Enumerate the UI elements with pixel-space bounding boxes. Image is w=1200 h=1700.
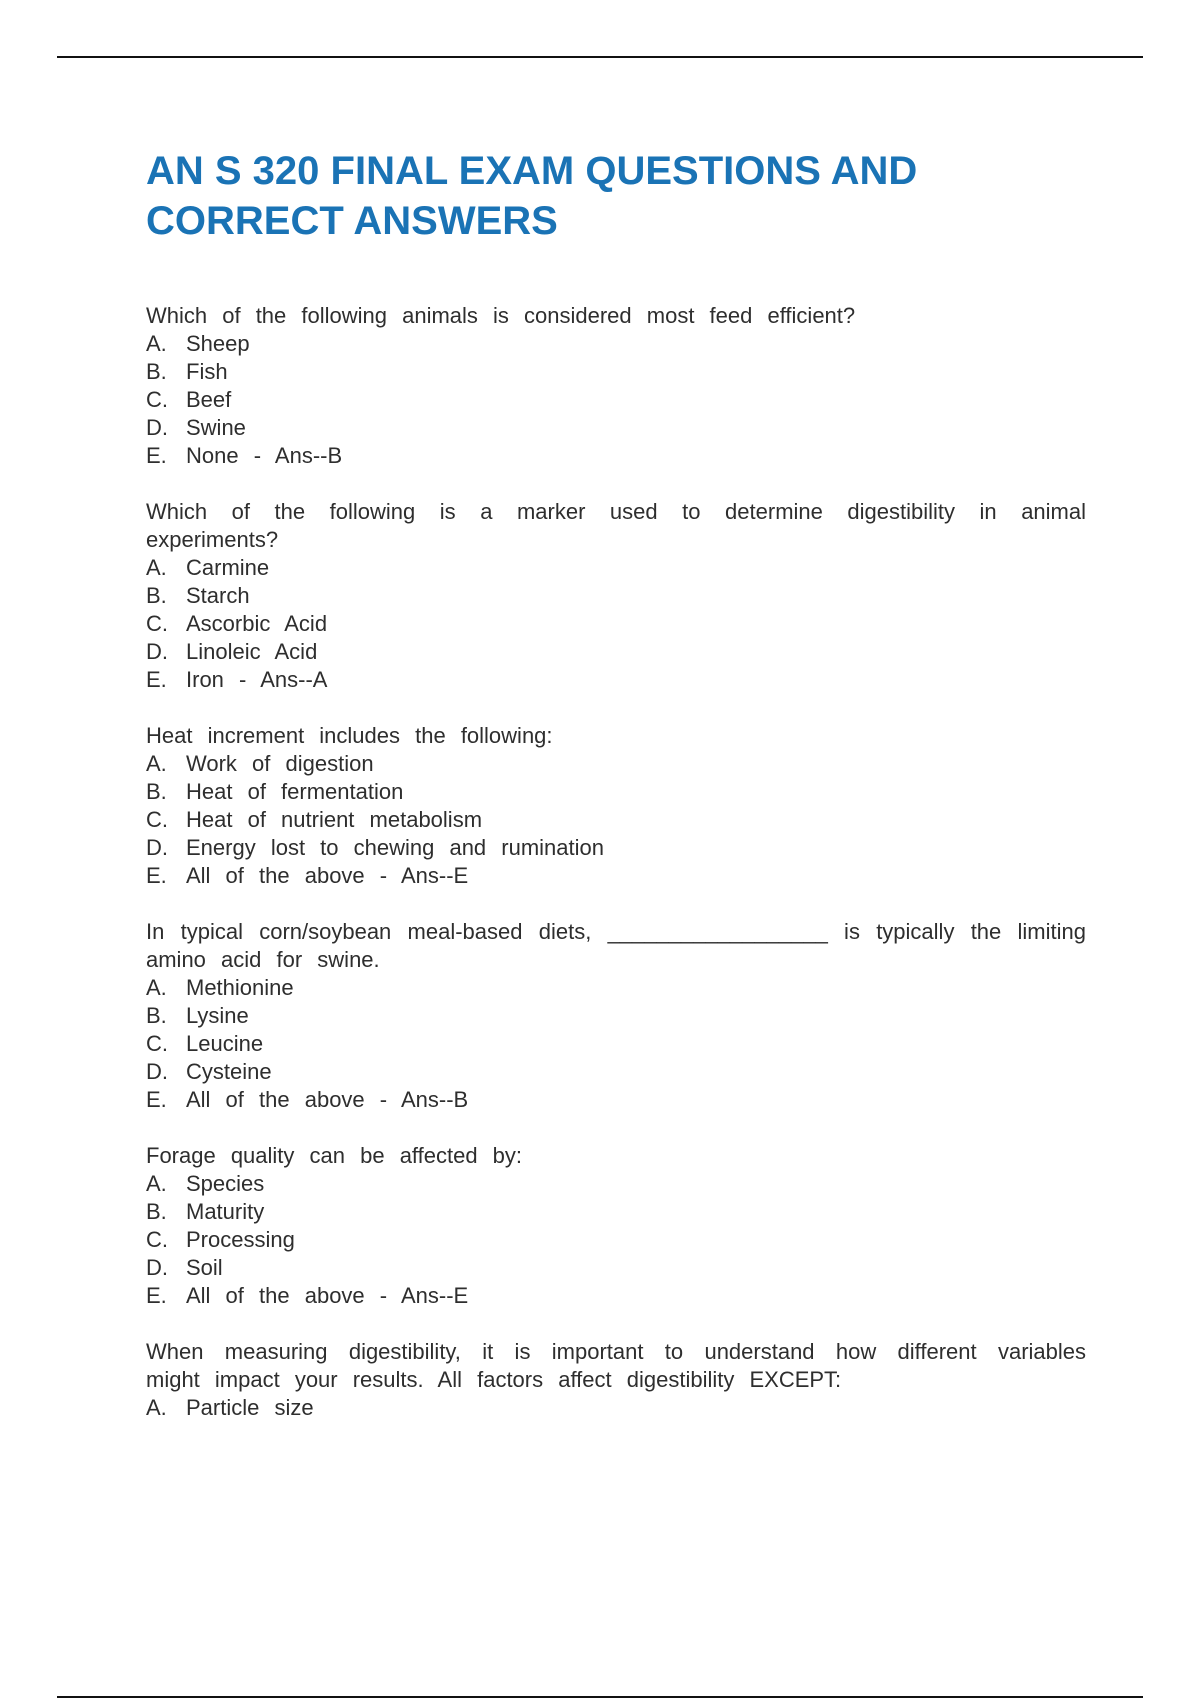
option-letter: B. [146,779,167,804]
option-c [146,386,1086,414]
question-5 [146,1142,1086,1310]
option-text: Lysine [186,1003,249,1028]
option-letter: B. [146,583,167,608]
option-d [146,1254,1086,1282]
option-a [146,330,1086,358]
question-text: In typical corn/soybean meal-based diets, __________________ is typically the limiting amino acid for swine. [146,919,1086,972]
option-letter: E. [146,1087,167,1112]
question-text: Which of the following is a marker used to determine digestibility in animal experiments? [146,499,1086,552]
option-text: All of the above - Ans--B [186,1087,469,1112]
option-text: Heat of nutrient metabolism [186,807,483,832]
option-letter: A. [146,1395,167,1420]
option-b [146,582,1086,610]
question-1 [146,302,1086,470]
option-letter: A. [146,1171,167,1196]
option-letter: D. [146,1255,168,1280]
option-text: Starch [186,583,250,608]
option-text: Iron - Ans--A [186,667,328,692]
option-c [146,1030,1086,1058]
question-6 [146,1338,1086,1422]
option-e [146,862,1086,890]
option-letter: D. [146,1059,168,1084]
option-letter: A. [146,751,167,776]
option-a [146,1394,1086,1422]
option-e [146,442,1086,470]
option-letter: A. [146,555,167,580]
option-text: Species [186,1171,265,1196]
option-letter: C. [146,611,168,636]
option-letter: E. [146,443,167,468]
option-c [146,1226,1086,1254]
option-text: Methionine [186,975,294,1000]
option-text: Fish [186,359,228,384]
option-c [146,610,1086,638]
option-text: Soil [186,1255,223,1280]
option-text: Ascorbic Acid [186,611,328,636]
option-letter: C. [146,807,168,832]
option-letter: C. [146,1031,168,1056]
option-a [146,1170,1086,1198]
option-b [146,1198,1086,1226]
option-d [146,414,1086,442]
question-text: Heat increment includes the following: [146,723,553,748]
option-b [146,778,1086,806]
option-text: Heat of fermentation [186,779,404,804]
option-d [146,638,1086,666]
question-text: Which of the following animals is considered most feed efficient? [146,303,856,328]
option-letter: A. [146,331,167,356]
option-text: Leucine [186,1031,264,1056]
option-b [146,358,1086,386]
option-text: Processing [186,1227,295,1252]
option-letter: A. [146,975,167,1000]
question-list [146,302,1086,1450]
option-e [146,1282,1086,1310]
option-text: Cysteine [186,1059,272,1084]
question-3 [146,722,1086,890]
option-c [146,806,1086,834]
option-letter: E. [146,667,167,692]
option-letter: B. [146,359,167,384]
option-letter: B. [146,1003,167,1028]
question-4 [146,918,1086,1114]
option-text: Beef [186,387,232,412]
question-text: Forage quality can be affected by: [146,1143,523,1168]
option-text: Linoleic Acid [186,639,318,664]
option-letter: E. [146,863,167,888]
top-rule [57,56,1143,58]
option-letter: D. [146,639,168,664]
option-e [146,1086,1086,1114]
bottom-rule [57,1696,1143,1698]
question-text: When measuring digestibility, it is important to understand how different variables might impact your results. All factors affect digestibility EXCEPT: [146,1339,1086,1392]
option-letter: C. [146,387,168,412]
option-a [146,974,1086,1002]
option-letter: D. [146,835,168,860]
option-b [146,1002,1086,1030]
question-2 [146,498,1086,694]
option-a [146,750,1086,778]
option-text: Energy lost to chewing and rumination [186,835,604,860]
option-text: Swine [186,415,246,440]
option-text: Maturity [186,1199,265,1224]
option-text: None - Ans--B [186,443,343,468]
document-title: AN S 320 FINAL EXAM QUESTIONS AND CORRECT ANSWERS [146,149,918,243]
option-letter: D. [146,415,168,440]
option-a [146,554,1086,582]
option-text: Particle size [186,1395,314,1420]
option-e [146,666,1086,694]
option-text: Work of digestion [186,751,374,776]
option-letter: B. [146,1199,167,1224]
option-letter: C. [146,1227,168,1252]
option-text: Sheep [186,331,250,356]
option-d [146,1058,1086,1086]
option-text: Carmine [186,555,270,580]
option-d [146,834,1086,862]
option-letter: E. [146,1283,167,1308]
option-text: All of the above - Ans--E [186,1283,469,1308]
option-text: All of the above - Ans--E [186,863,469,888]
